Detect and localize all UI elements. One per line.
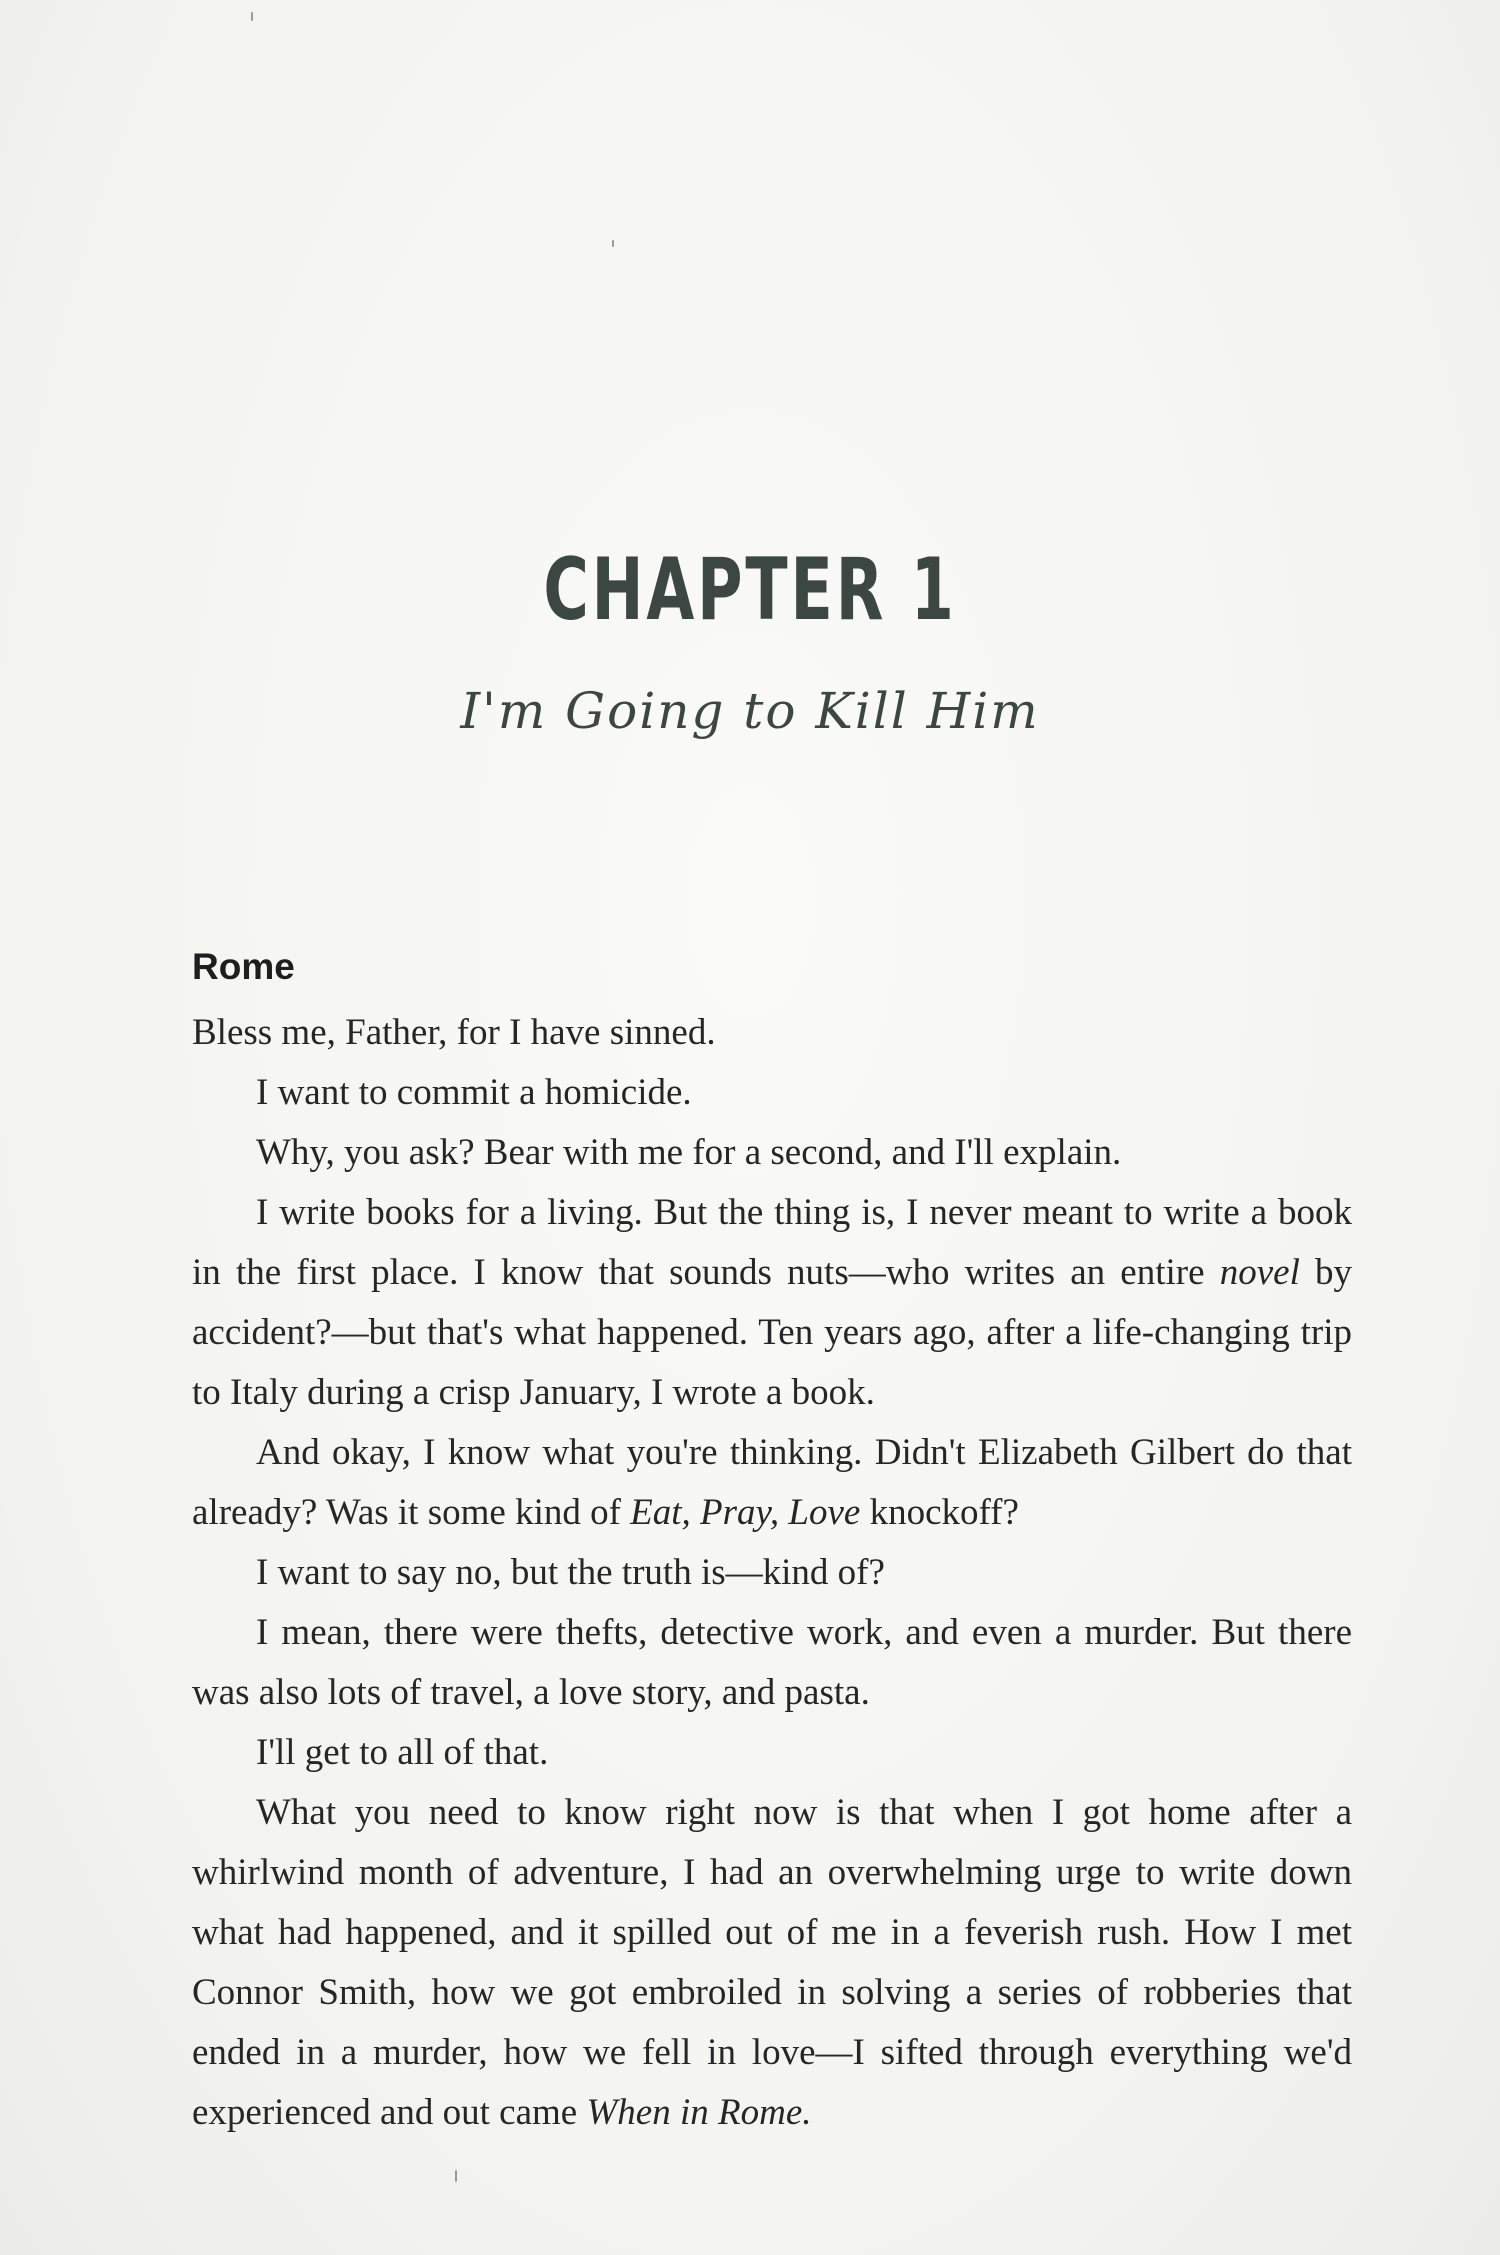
paragraph: Bless me, Father, for I have sinned.: [192, 1012, 716, 1053]
paper-speck: [251, 12, 253, 21]
chapter-subtitle: I'm Going to Kill Him: [460, 682, 1040, 740]
paragraph: I mean, there were thefts, detective work, and even a murder. But there was also lots of travel, a love story, and pasta.: [192, 1612, 1352, 1713]
paragraph: [192, 1183, 1352, 1423]
paragraph-text: What you need to know right now is that when I got home after a whirlwind month of adventure, I had an overwhelming urge to write down what had happened, and it spilled out of me in a feverish rush. How I met Connor Smith, how we got embroiled in solving a series of robberies that ended in a murder, how we fell in love—I sifted through everything we'd experienced and out came: [192, 1792, 1352, 2133]
book-title: Eat, Pray, Love: [630, 1492, 861, 1533]
paragraph-text: And okay, I know what you're thinking. Didn't Elizabeth Gilbert do that already? Was it some kind of: [192, 1432, 1352, 1533]
chapter-title: CHAPTER 1: [543, 540, 957, 640]
paragraph: [192, 1783, 1352, 2143]
paragraph: I want to say no, but the truth is—kind of?: [256, 1552, 885, 1593]
paragraph: [192, 1423, 1352, 1543]
section-heading: Rome: [192, 946, 295, 987]
paragraph: I'll get to all of that.: [256, 1732, 549, 1773]
paragraph: I want to commit a homicide.: [256, 1072, 692, 1113]
paragraph-text: by accident?—but that's what happened. Ten years ago, after a life-changing trip to Italy during a crisp January, I wrote a book.: [192, 1252, 1353, 1413]
paragraph-text: I write books for a living. But the thing is, I never meant to write a book in the first place. I know that sounds nuts—who writes an entire: [192, 1192, 1352, 1293]
book-title: When in Rome.: [586, 2092, 812, 2133]
paper-speck: [455, 2170, 457, 2182]
paragraph-text: knockoff?: [860, 1492, 1019, 1533]
body-text: [192, 1003, 1352, 2143]
paragraph: Why, you ask? Bear with me for a second, and I'll explain.: [256, 1132, 1122, 1173]
paper-speck: [612, 240, 614, 247]
italic-word: novel: [1219, 1252, 1300, 1293]
